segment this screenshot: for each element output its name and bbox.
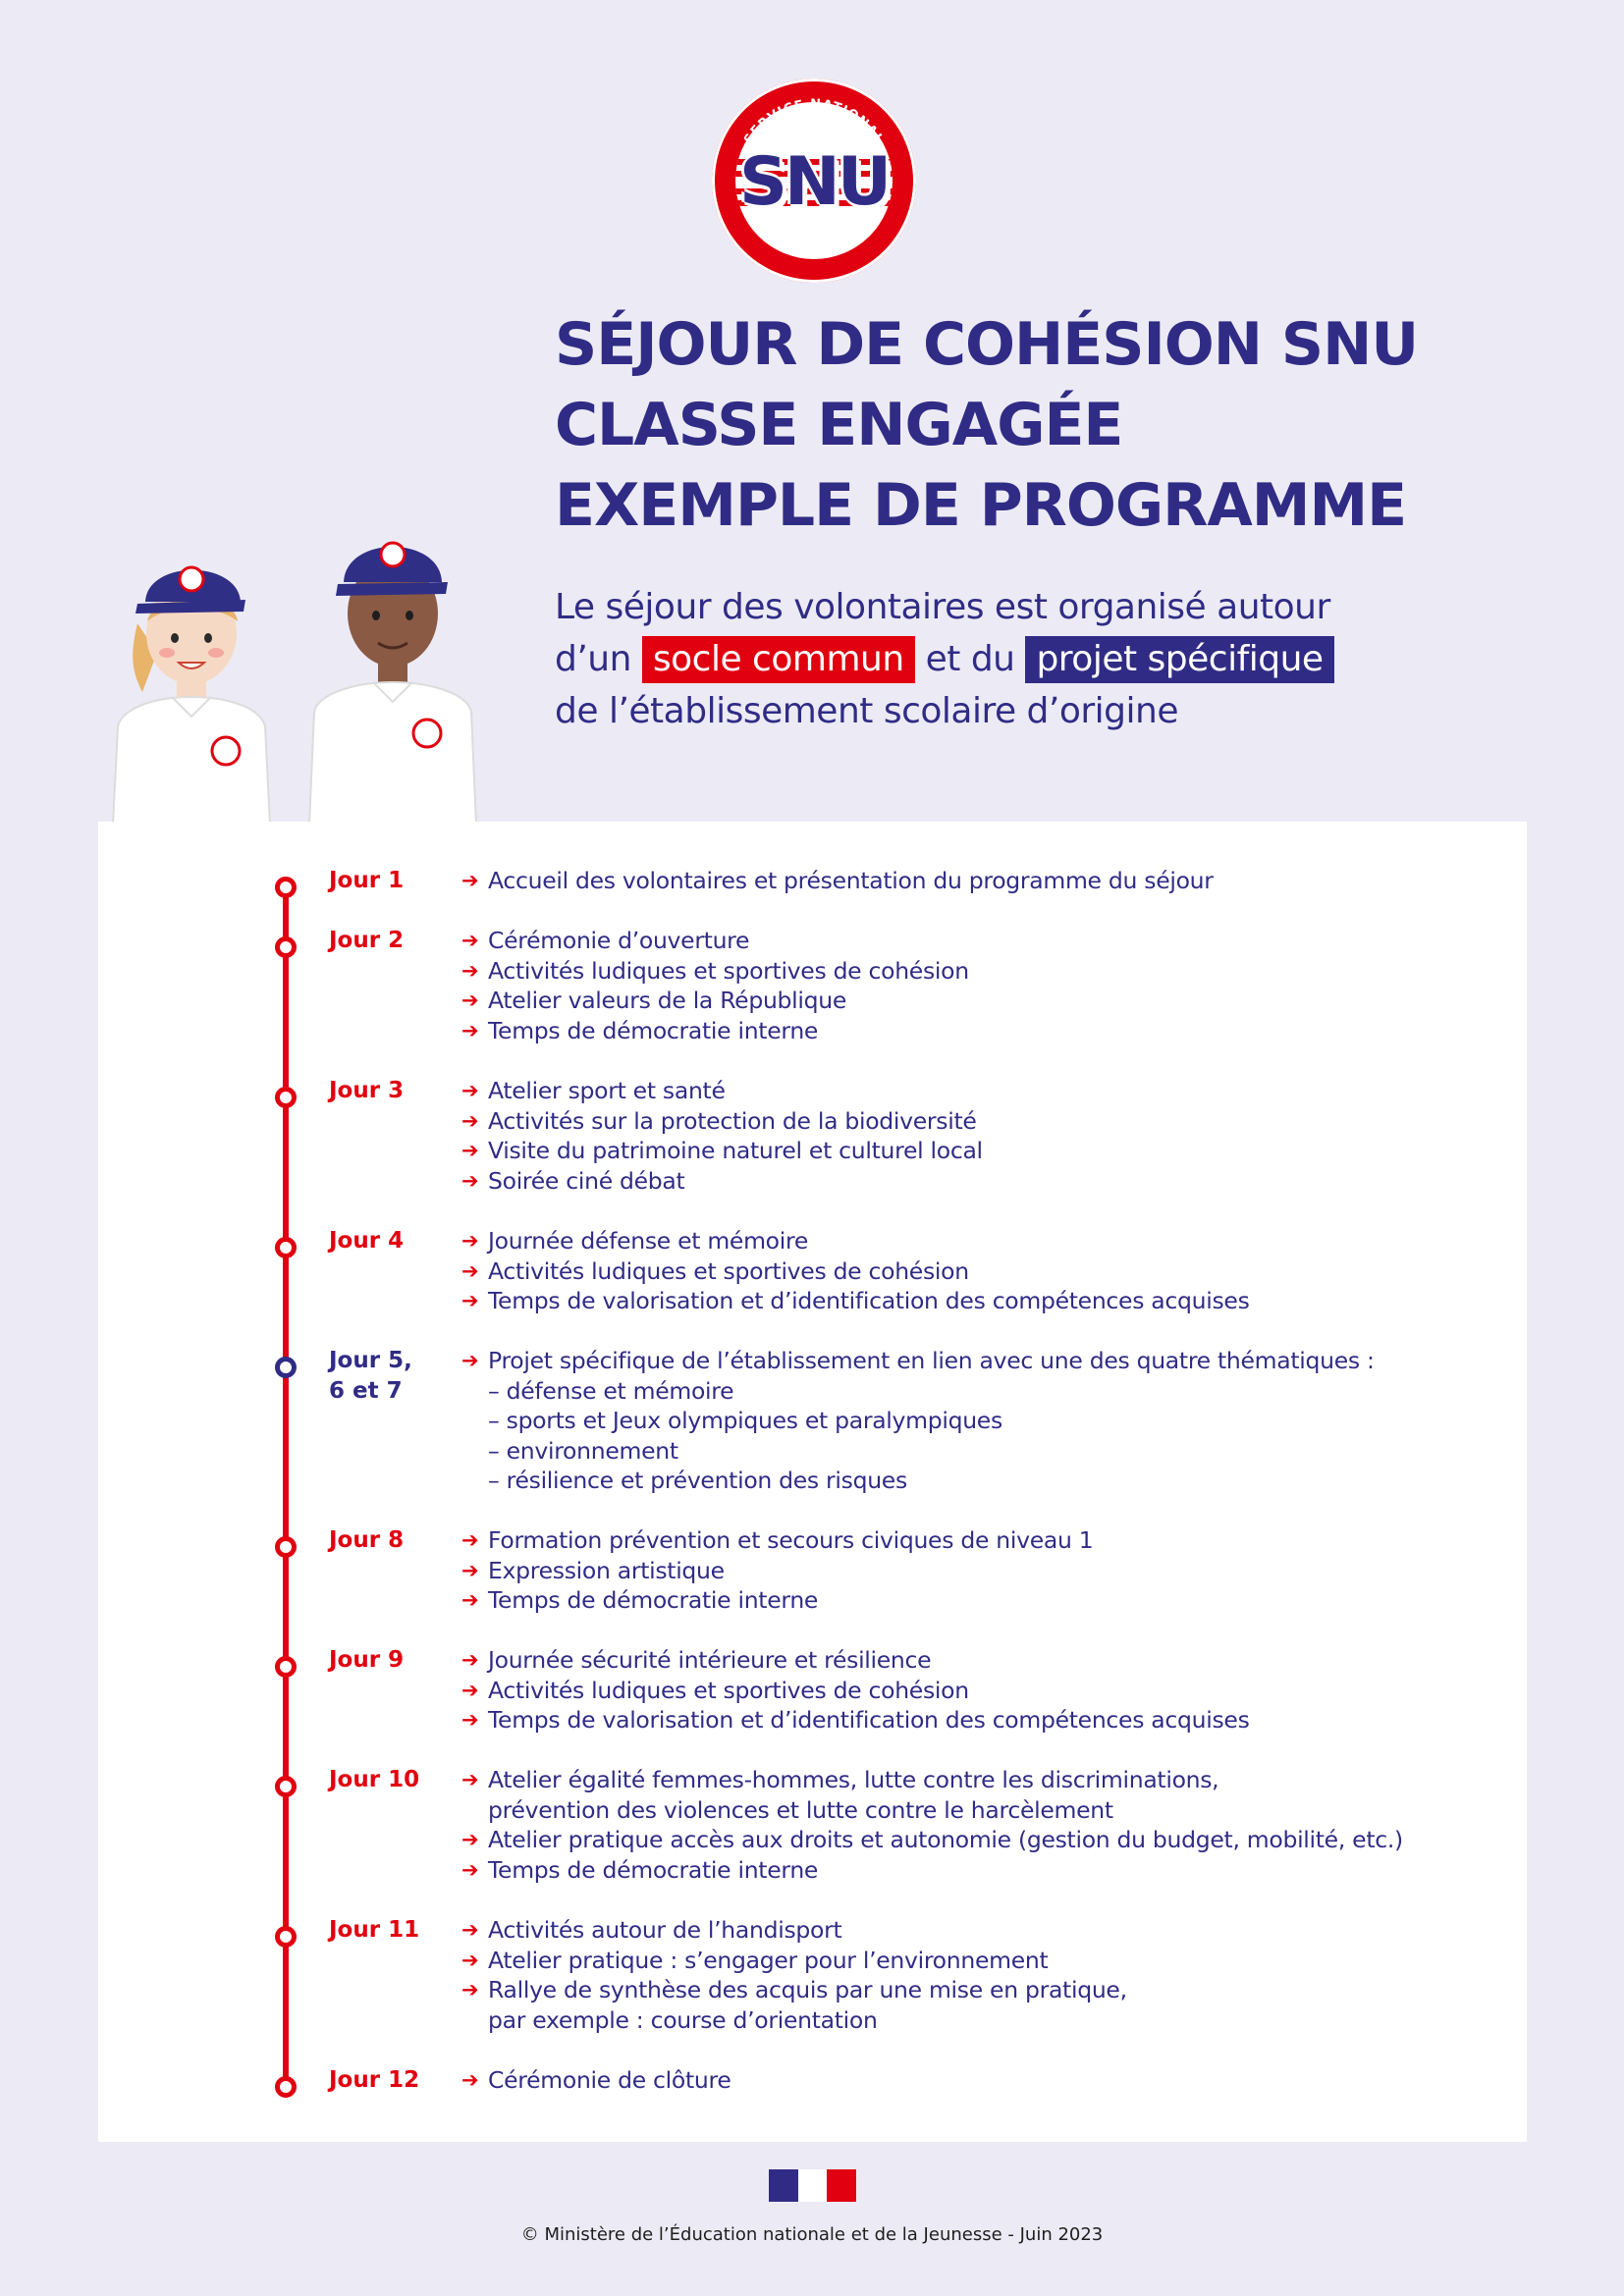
arrow-right-icon: ➔ — [461, 1289, 479, 1312]
sub-list-item: – résilience et prévention des risques — [488, 1467, 907, 1494]
day-label: Jour 4 — [329, 1228, 405, 1254]
logo-top-text: SERVICE NATIONAL — [741, 96, 887, 147]
copyright-notice: © Ministère de l’Éducation nationale et de la Jeunesse - Juin 2023 — [520, 2224, 1104, 2245]
circle-marker-icon — [275, 1656, 297, 1678]
list-item: ➔ Temps de valorisation et d’identification des compétences acquises — [461, 1287, 1250, 1314]
list-item: ➔ Projet spécifique de l’établissement en lien avec une des quatre thématiques : — [461, 1347, 1375, 1374]
day-label: Jour 1 — [329, 868, 405, 893]
circle-marker-icon — [275, 1926, 297, 1948]
day-items — [461, 1645, 1502, 1735]
list-item: ➔ Cérémonie d’ouverture — [461, 927, 750, 954]
day-items — [461, 926, 1502, 1045]
highlight-socle-commun: socle commun — [642, 636, 915, 683]
day-label: Jour 3 — [329, 1078, 405, 1103]
arrow-right-icon: ➔ — [461, 1139, 479, 1162]
circle-marker-icon — [275, 1357, 297, 1378]
circle-marker-icon — [275, 877, 297, 898]
volunteer-girl — [113, 567, 270, 825]
svg-text:SERVICE NATIONAL — [741, 97, 887, 147]
programme-panel — [98, 822, 1527, 2142]
list-item: ➔ Soirée ciné débat — [461, 1166, 685, 1195]
circle-marker-icon — [275, 2076, 297, 2098]
list-item: ➔ Activités ludiques et sportives de cohésion — [461, 1256, 969, 1285]
arrow-right-icon: ➔ — [461, 1948, 479, 1972]
timeline-line — [283, 881, 289, 2080]
list-item: ➔ Atelier valeurs de la République — [461, 987, 846, 1014]
circle-marker-icon — [275, 1237, 297, 1258]
day-label: Jour 11 — [329, 1917, 420, 1943]
arrow-right-icon: ➔ — [461, 1768, 479, 1791]
day-label: Jour 8 — [329, 1527, 405, 1553]
list-item: ➔ Formation prévention et secours civiques de niveau 1 — [461, 1526, 1094, 1554]
intro-line-3: de l’établissement scolaire d’origine — [555, 691, 1179, 731]
arrow-right-icon: ➔ — [461, 2068, 479, 2092]
arrow-right-icon: ➔ — [461, 1828, 479, 1851]
intro-line-2-a: d’un — [555, 639, 631, 679]
arrow-right-icon: ➔ — [461, 1168, 479, 1193]
logo-bottom-text: UNIVERSEL — [770, 219, 858, 248]
list-item: ➔ Atelier sport et santé — [461, 1077, 726, 1104]
day-label: Jour 12 — [329, 2067, 420, 2093]
arrow-right-icon: ➔ — [461, 958, 479, 983]
day-label: Jour 5, 6 et 7 — [329, 1348, 412, 1404]
day-items — [461, 1226, 1502, 1316]
sub-list-item: – environnement — [488, 1436, 678, 1465]
title-line-2: CLASSE ENGAGÉE — [555, 391, 1123, 459]
intro-text — [555, 581, 1596, 737]
day-items — [461, 1346, 1502, 1496]
intro-line-2-b: et du — [925, 639, 1015, 679]
day-items — [461, 1525, 1502, 1616]
title-line-1: SÉJOUR DE COHÉSION SNU — [555, 310, 1419, 379]
arrow-right-icon: ➔ — [461, 929, 479, 952]
intro-line-2 — [555, 633, 1596, 685]
list-item: ➔ Activités sur la protection de la biodiversité — [461, 1106, 977, 1135]
snu-wordmark: SNU — [738, 143, 890, 221]
list-item: ➔ Cérémonie de clôture — [461, 2066, 731, 2094]
list-item: ➔ Activités autour de l’handisport — [461, 1916, 842, 1944]
page-title — [555, 304, 1576, 546]
arrow-right-icon: ➔ — [461, 988, 479, 1012]
arrow-right-icon: ➔ — [461, 1258, 479, 1283]
list-item-continuation: prévention des violences et lutte contre le harcèlement — [488, 1795, 1113, 1824]
circle-marker-icon — [275, 1087, 297, 1108]
day-label: Jour 10 — [329, 1767, 420, 1792]
sub-list-item: – défense et mémoire — [488, 1376, 734, 1405]
list-item: ➔ Journée sécurité intérieure et résilience — [461, 1646, 932, 1674]
day-label: Jour 2 — [329, 928, 405, 953]
day-label: Jour 9 — [329, 1647, 405, 1673]
list-item: ➔ Atelier pratique accès aux droits et autonomie (gestion du budget, mobilité, etc.) — [461, 1826, 1403, 1853]
day-items — [461, 1915, 1502, 2035]
list-item: ➔ Activités ludiques et sportives de cohésion — [461, 1676, 969, 1704]
arrow-right-icon: ➔ — [461, 1349, 479, 1372]
arrow-right-icon: ➔ — [461, 1978, 479, 2002]
day-items — [461, 1765, 1502, 1885]
list-item: ➔ Accueil des volontaires et présentation du programme du séjour — [461, 867, 1214, 894]
volunteer-boy — [309, 543, 476, 825]
list-item-continuation: par exemple : course d’orientation — [488, 2005, 878, 2034]
intro-line-1: Le séjour des volontaires est organisé autour — [555, 587, 1330, 627]
day-items — [461, 2065, 1502, 2096]
day-items — [461, 866, 1502, 896]
list-item: ➔ Activités ludiques et sportives de cohésion — [461, 956, 969, 985]
arrow-right-icon: ➔ — [461, 1708, 479, 1732]
highlight-projet-specifique: projet spécifique — [1025, 636, 1333, 683]
list-item: ➔ Atelier égalité femmes-hommes, lutte contre les discriminations, — [461, 1766, 1219, 1793]
svg-text:UNIVERSEL — [771, 220, 857, 247]
logo-ring — [712, 79, 916, 283]
arrow-right-icon: ➔ — [461, 1648, 479, 1672]
arrow-right-icon: ➔ — [461, 1018, 479, 1042]
list-item: ➔ Rallye de synthèse des acquis par une mise en pratique, — [461, 1976, 1127, 2003]
republique-flag-logo — [769, 2169, 856, 2202]
list-item: ➔ Temps de valorisation et d’identification des compétences acquises — [461, 1706, 1250, 1734]
arrow-right-icon: ➔ — [461, 1079, 479, 1102]
day-items — [461, 1076, 1502, 1196]
arrow-right-icon: ➔ — [461, 869, 479, 892]
arrow-right-icon: ➔ — [461, 1229, 479, 1253]
list-item: ➔ Temps de démocratie interne — [461, 1586, 819, 1614]
circle-marker-icon — [275, 1536, 297, 1558]
circle-marker-icon — [275, 936, 297, 958]
arrow-right-icon: ➔ — [461, 1857, 479, 1882]
title-line-3: EXEMPLE DE PROGRAMME — [555, 471, 1407, 540]
list-item: ➔ Expression artistique — [461, 1556, 725, 1584]
arrow-right-icon: ➔ — [461, 1588, 479, 1612]
arrow-right-icon: ➔ — [461, 1678, 479, 1702]
sub-list-item: – sports et Jeux olympiques et paralympiques — [488, 1407, 1002, 1434]
list-item: ➔ Visite du patrimoine naturel et culturel local — [461, 1137, 983, 1164]
arrow-right-icon: ➔ — [461, 1108, 479, 1133]
circle-marker-icon — [275, 1776, 297, 1797]
arrow-right-icon: ➔ — [461, 1528, 479, 1552]
list-item: ➔ Atelier pratique : s’engager pour l’environnement — [461, 1946, 1049, 1974]
list-item: ➔ Journée défense et mémoire — [461, 1227, 808, 1255]
list-item: ➔ Temps de démocratie interne — [461, 1855, 819, 1884]
arrow-right-icon: ➔ — [461, 1918, 479, 1942]
arrow-right-icon: ➔ — [461, 1558, 479, 1582]
volunteers-illustration — [98, 506, 511, 825]
snu-logo — [712, 79, 916, 283]
list-item: ➔ Temps de démocratie interne — [461, 1016, 819, 1044]
